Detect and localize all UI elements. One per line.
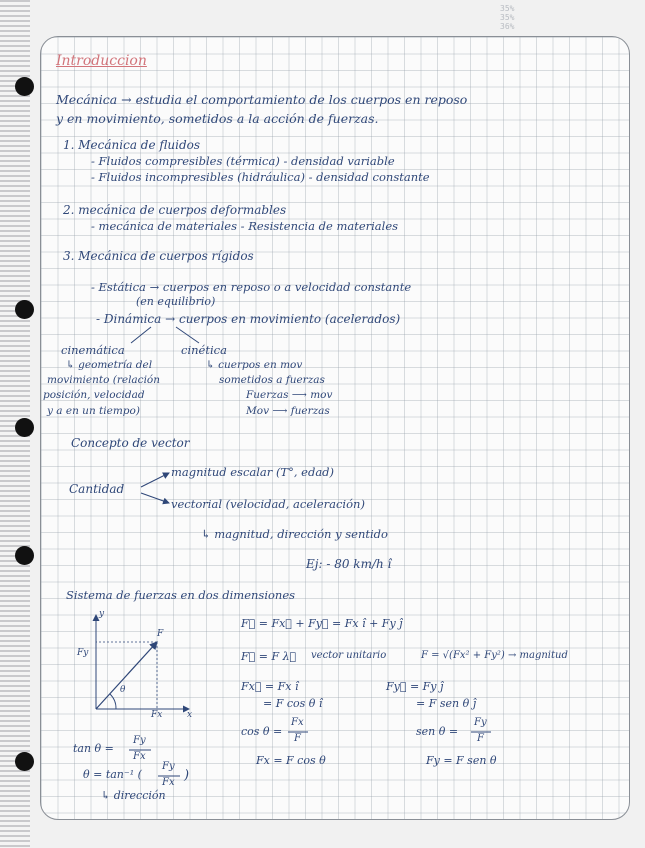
- cinetica-line-1: ↳ cuerpos en mov: [206, 359, 303, 371]
- binder-hole: [15, 300, 34, 319]
- cinematica-line-1: ↳ geometría del: [66, 359, 153, 371]
- branch-arrow-vectorial: [141, 493, 169, 503]
- page-title: Introduccion: [56, 53, 147, 69]
- theta-close-paren: ): [184, 768, 190, 783]
- theta-lhs: θ = tan⁻¹ (: [83, 768, 142, 781]
- fx-cos: = F cos θ î: [263, 697, 323, 710]
- sen-denominator: F: [477, 733, 484, 744]
- cinematica-line-4: y a en un tiempo): [47, 405, 140, 417]
- corner-marks: [500, 4, 540, 31]
- cos-numerator: Fx: [291, 717, 304, 728]
- mecanica-line-1: Mecánica → estudia el comportamiento de los cuerpos en reposo: [56, 92, 468, 107]
- mecanica-line-2: y en movimiento, sometidos a la acción de fuerzas.: [56, 111, 379, 126]
- force-vector: [96, 642, 157, 709]
- fx-definition: Fx⃗ = Fx î: [241, 680, 299, 693]
- tan-lhs: tan θ =: [73, 742, 114, 755]
- fy-sen: = F sen θ ĵ: [416, 697, 477, 710]
- tan-denominator: Fx: [133, 751, 146, 762]
- sen-lhs: sen θ =: [416, 725, 459, 738]
- cos-denominator: F: [294, 733, 301, 744]
- branch-arrow-escalar: [141, 473, 169, 487]
- corner-mark: 35%: [500, 4, 515, 13]
- escalar-line: magnitud escalar (T°, edad): [171, 465, 335, 479]
- corner-mark: 35%: [500, 13, 515, 22]
- theta-numerator: Fy: [162, 761, 175, 772]
- estatica-sub: (en equilibrio): [136, 295, 216, 308]
- fuerzas-heading: Sistema de fuerzas en dos dimensiones: [66, 588, 296, 602]
- sen-numerator: Fy: [474, 717, 487, 728]
- cinematica-line-3: posición, velocidad: [43, 389, 145, 401]
- theta-denominator: Fx: [162, 777, 175, 788]
- cinematica-line-2: movimiento (relación: [47, 374, 161, 386]
- direccion-label: ↳ dirección: [101, 789, 166, 802]
- ejemplo-line: Ej: - 80 km/h î: [306, 557, 392, 571]
- cinetica-title: cinética: [181, 343, 227, 357]
- cos-lhs: cos θ =: [241, 725, 283, 738]
- vector-unitario-note: vector unitario: [311, 650, 387, 661]
- fy-result: Fy = F sen θ: [426, 754, 497, 767]
- grid-paper: [40, 36, 630, 820]
- equation-3: F = √(Fx² + Fy²) → magnitud: [421, 650, 568, 661]
- magnitud-line: ↳ magnitud, dirección y sentido: [201, 527, 388, 541]
- cinetica-line-4: Mov ⟶ fuerzas: [246, 405, 330, 417]
- graph-fy-label: Fy: [77, 648, 89, 658]
- branch-line-cinetica: [176, 327, 199, 343]
- branch-line-cinematica: [131, 327, 151, 343]
- binder-hole: [15, 546, 34, 565]
- fx-result: Fx = F cos θ: [256, 754, 326, 767]
- graph-y-label: y: [99, 609, 105, 619]
- cinetica-line-2: sometidos a fuerzas: [219, 374, 325, 386]
- vectorial-line: vectorial (velocidad, aceleración): [171, 497, 365, 511]
- graph-fx-label: Fx: [151, 710, 163, 720]
- section-1-item-1: - Fluidos compresibles (térmica) - densidad variable: [91, 154, 395, 168]
- graph-x-label: x: [187, 710, 193, 720]
- fy-definition: Fy⃗ = Fy ĵ: [386, 680, 444, 693]
- theta-arc: [110, 694, 116, 709]
- diagram-lines: [41, 37, 629, 819]
- graph-f-label: F: [157, 629, 164, 639]
- binder-hole: [15, 752, 34, 771]
- equation-2: F⃗ = F λ⃗: [241, 650, 297, 663]
- dinamica-line: - Dinámica → cuerpos en movimiento (acelerados): [96, 312, 401, 326]
- binder-hole: [15, 418, 34, 437]
- binder-hole: [15, 77, 34, 96]
- equation-1: F⃗ = Fx⃗ + Fy⃗ = Fx î + Fy ĵ: [241, 617, 403, 630]
- section-2-item-1: - mecánica de materiales - Resistencia de materiales: [91, 219, 399, 233]
- vector-heading: Concepto de vector: [71, 436, 190, 450]
- tan-numerator: Fy: [133, 735, 146, 746]
- section-1-item-2: - Fluidos incompresibles (hidráulica) - densidad constante: [91, 170, 430, 184]
- section-2-heading: 2. mecánica de cuerpos deformables: [63, 203, 287, 217]
- corner-mark: 36%: [500, 22, 515, 31]
- cantidad-label: Cantidad: [69, 482, 125, 496]
- cinematica-title: cinemática: [61, 343, 125, 357]
- cinetica-line-3: Fuerzas ⟶ mov: [246, 389, 333, 401]
- section-3-heading: 3. Mecánica de cuerpos rígidos: [63, 249, 254, 263]
- estatica-line: - Estática → cuerpos en reposo o a velocidad constante: [91, 280, 412, 294]
- graph-theta-label: θ: [120, 685, 126, 695]
- section-1-heading: 1. Mecánica de fluidos: [63, 138, 201, 152]
